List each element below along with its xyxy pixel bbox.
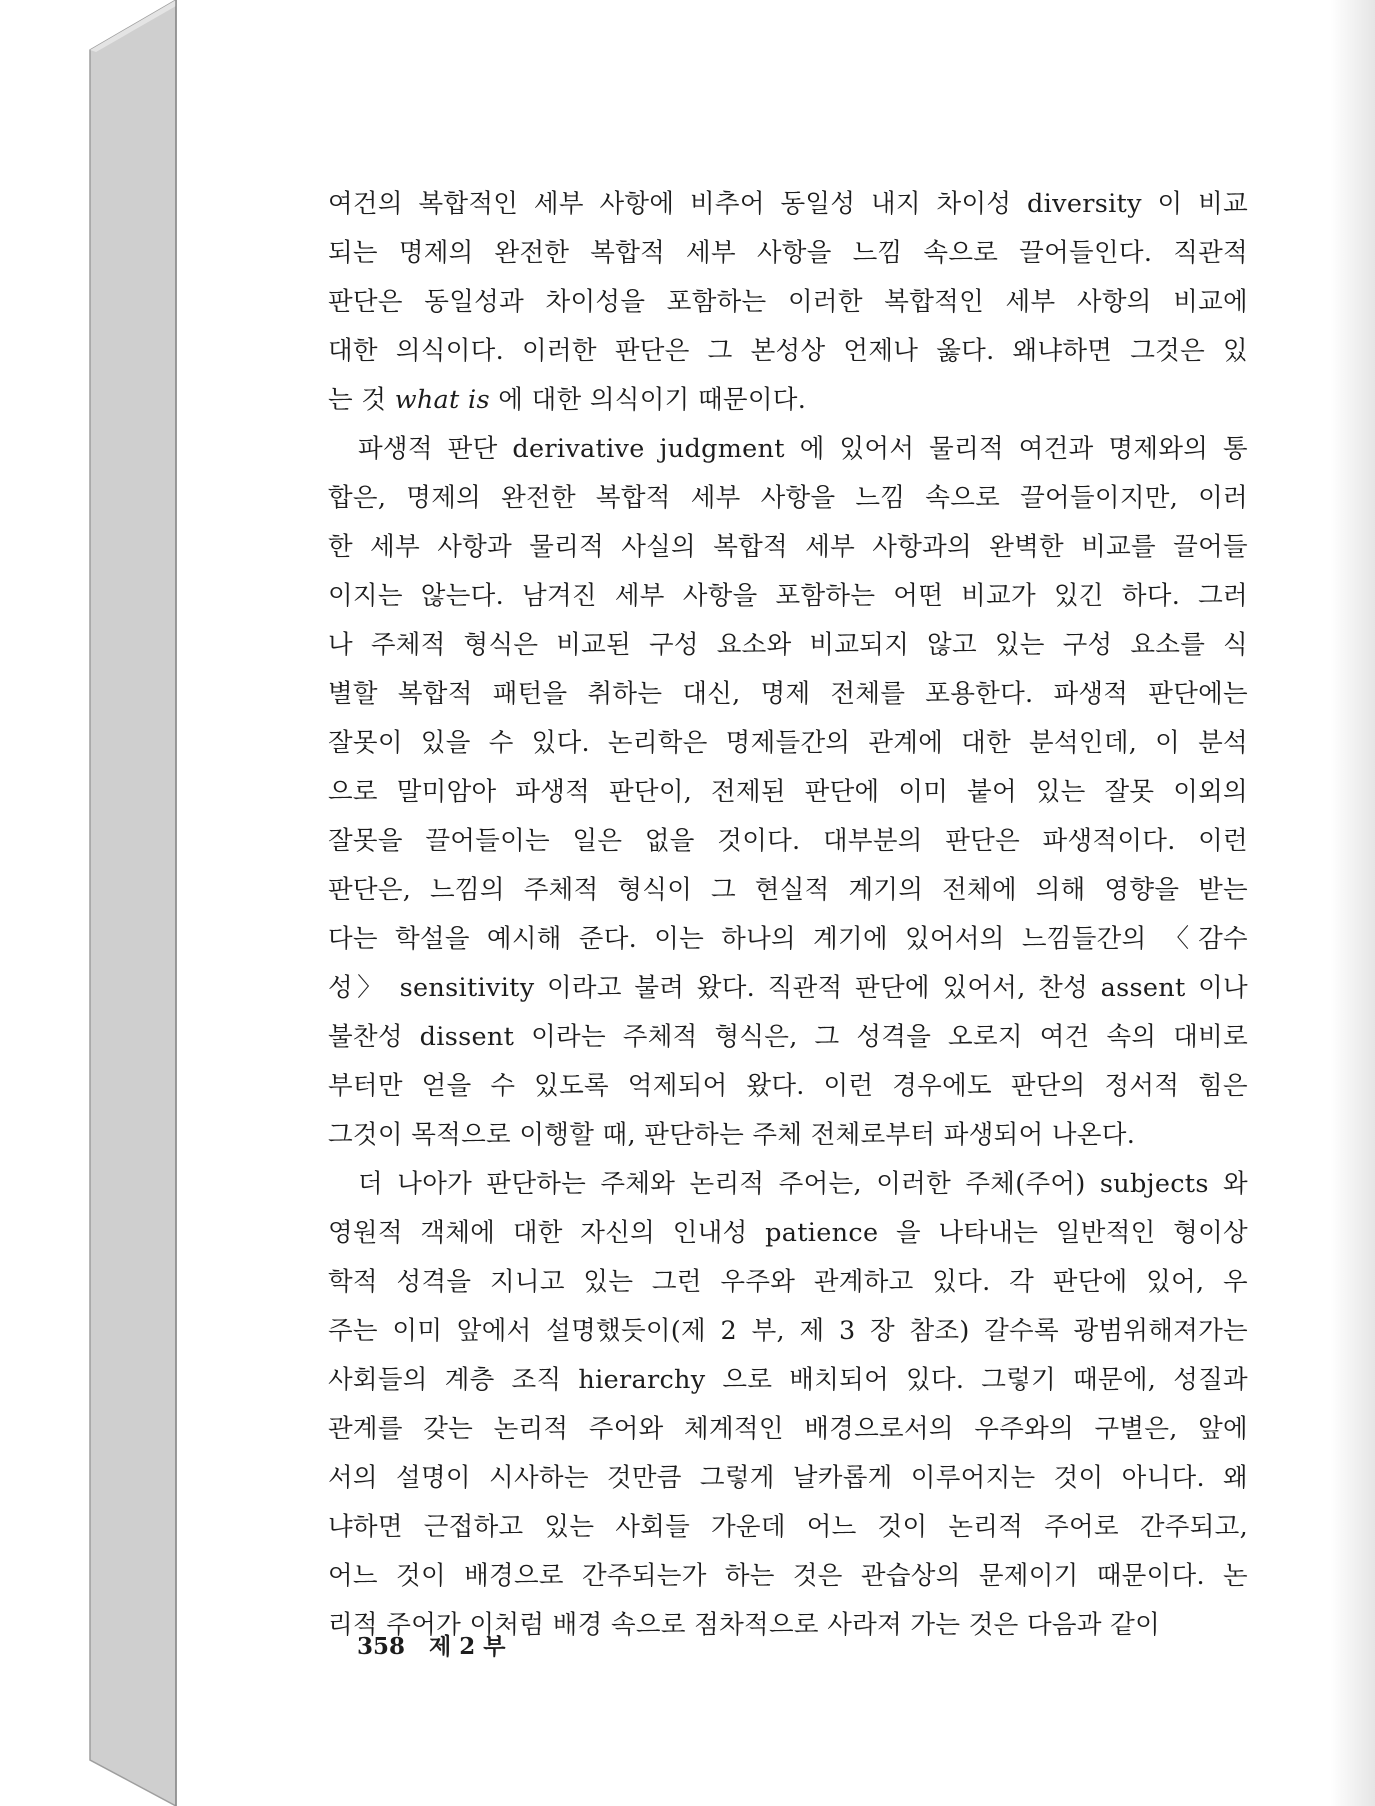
text-line: 사회들의 계층 조직 hierarchy 으로 배치되어 있다. 그렇기 때문에, 성질과 [328,1365,1248,1395]
text-line: 는 것 what is 에 대한 의식이기 때문이다. [328,385,807,415]
page-body [328,180,1248,1650]
italic-term: what is [394,385,490,415]
paragraph [328,1160,1248,1650]
text-line: 관계를 갖는 논리적 주어와 체계적인 배경으로서의 우주와의 구별은, 앞에 [328,1414,1248,1444]
text-line: 별할 복합적 패턴을 취하는 대신, 명제 전체를 포용한다. 파생적 판단에는 [328,679,1248,709]
text-line: 되는 명제의 완전한 복합적 세부 사항을 느낌 속으로 끌어들인다. 직관적 [328,238,1248,268]
text-line: 불찬성 dissent 이라는 주체적 형식은, 그 성격을 오로지 여건 속의 대비로 [328,1022,1248,1052]
part-label: 제 2 부 [429,1633,506,1660]
text-line: 판단은, 느낌의 주체적 형식이 그 현실적 계기의 전체에 의해 영향을 받는 [328,875,1248,905]
text-line: 어느 것이 배경으로 간주되는가 하는 것은 관습상의 문제이기 때문이다. 논 [328,1561,1248,1591]
paragraph [328,425,1248,1160]
text-line: 주는 이미 앞에서 설명했듯이(제 2 부, 제 3 장 참조) 갈수록 광범위해져가는 [328,1316,1248,1346]
text-line: 다는 학설을 예시해 준다. 이는 하나의 계기에 있어서의 느낌들간의 〈감수 [328,924,1248,954]
text-line: 이지는 않는다. 남겨진 세부 사항을 포함하는 어떤 비교가 있긴 하다. 그러 [328,581,1248,611]
text-line: 잘못이 있을 수 있다. 논리학은 명제들간의 관계에 대한 분석인데, 이 분석 [328,728,1248,758]
book-spine-side [90,0,176,1806]
text-line: 부터만 얻을 수 있도록 억제되어 왔다. 이런 경우에도 판단의 정서적 힘은 [328,1071,1248,1101]
text-line: 대한 의식이다. 이러한 판단은 그 본성상 언제나 옳다. 왜냐하면 그것은 있 [328,336,1248,366]
text-line: 성〉 sensitivity 이라고 불려 왔다. 직관적 판단에 있어서, 찬성 assent 이나 [328,973,1248,1003]
text-line: 냐하면 근접하고 있는 사회들 가운데 어느 것이 논리적 주어로 간주되고, [328,1512,1248,1542]
page-number: 358 [357,1633,406,1660]
text-line: 여건의 복합적인 세부 사항에 비추어 동일성 내지 차이성 diversity 이 비교 [328,189,1248,219]
text-line: 합은, 명제의 완전한 복합적 세부 사항을 느낌 속으로 끌어들이지만, 이러 [328,483,1248,513]
paragraph [328,180,1248,425]
page-footer [357,1628,506,1661]
text-line: 파생적 판단 derivative judgment 에 있어서 물리적 여건과 명제와의 통 [358,434,1248,464]
text-line: 학적 성격을 지니고 있는 그런 우주와 관계하고 있다. 각 판단에 있어, 우 [328,1267,1248,1297]
text-line: 한 세부 사항과 물리적 사실의 복합적 세부 사항과의 완벽한 비교를 끌어들 [328,532,1248,562]
text-line: 리적 주어가 이처럼 배경 속으로 점차적으로 사라져 가는 것은 다음과 같이 [328,1610,1161,1640]
text-line: 서의 설명이 시사하는 것만큼 그렇게 날카롭게 이루어지는 것이 아니다. 왜 [328,1463,1248,1493]
text-line: 그것이 목적으로 이행할 때, 판단하는 주체 전체로부터 파생되어 나온다. [328,1120,1136,1150]
text-line: 판단은 동일성과 차이성을 포함하는 이러한 복합적인 세부 사항의 비교에 [328,287,1248,317]
text-line: 으로 말미암아 파생적 판단이, 전제된 판단에 이미 붙어 있는 잘못 이외의 [328,777,1248,807]
text-line: 더 나아가 판단하는 주체와 논리적 주어는, 이러한 주체(주어) subjects 와 [358,1169,1248,1199]
text-line: 영원적 객체에 대한 자신의 인내성 patience 을 나타내는 일반적인 형이상 [328,1218,1248,1248]
text-line: 잘못을 끌어들이는 일은 없을 것이다. 대부분의 판단은 파생적이다. 이런 [328,826,1248,856]
page-right-shadow [1330,0,1375,1806]
text-line: 나 주체적 형식은 비교된 구성 요소와 비교되지 않고 있는 구성 요소를 식 [328,630,1248,660]
